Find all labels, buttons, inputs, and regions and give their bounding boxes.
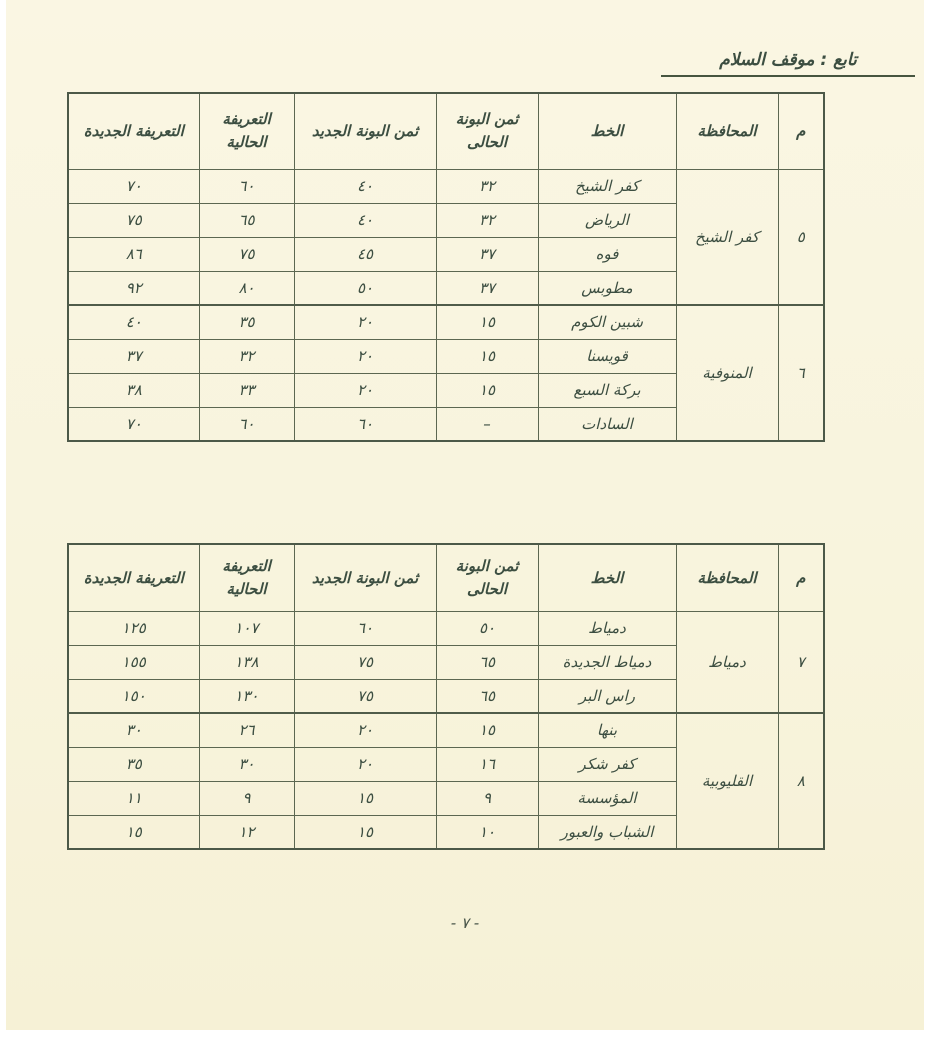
cell-tariff-current: ٢٦ xyxy=(199,713,294,747)
cell-tariff-new: ٩٢ xyxy=(68,271,199,305)
cell-tariff-new: ٧٠ xyxy=(68,169,199,203)
tariff-table-upper-grid xyxy=(67,92,825,442)
cell-line: كفر الشيخ xyxy=(538,169,676,203)
cell-bona-new: ٦٠ xyxy=(294,407,436,441)
cell-tariff-current: ٩ xyxy=(199,781,294,815)
cell-bona-current: ٣٧ xyxy=(436,271,538,305)
cell-line: قويسنا xyxy=(538,339,676,373)
col-header-line: الخط xyxy=(538,544,676,611)
col-header-governorate: المحافظة xyxy=(676,544,778,611)
cell-bona-new: ٢٠ xyxy=(294,747,436,781)
table-row xyxy=(68,713,824,747)
cell-bona-new: ٤٠ xyxy=(294,169,436,203)
cell-tariff-new: ٧٥ xyxy=(68,203,199,237)
cell-line: مطوبس xyxy=(538,271,676,305)
group-governorate: دمياط xyxy=(676,611,778,713)
table-row xyxy=(68,169,824,203)
col-header-bona-new: ثمن البونة الجديد xyxy=(294,93,436,169)
col-header-line: الخط xyxy=(538,93,676,169)
cell-bona-new: ٥٠ xyxy=(294,271,436,305)
cell-tariff-current: ١٣٨ xyxy=(199,645,294,679)
cell-bona-current: ١٠ xyxy=(436,815,538,849)
cell-bona-current: ١٥ xyxy=(436,305,538,339)
col-header-tariff-current xyxy=(199,544,294,611)
cell-line: السادات xyxy=(538,407,676,441)
cell-bona-new: ٧٥ xyxy=(294,679,436,713)
cell-bona-new: ٤٥ xyxy=(294,237,436,271)
col-header-tariff-current-line2: الحالية xyxy=(226,579,267,598)
cell-line: بنها xyxy=(538,713,676,747)
tariff-table-lower-grid xyxy=(67,543,825,850)
cell-tariff-current: ٣٢ xyxy=(199,339,294,373)
cell-bona-new: ٢٠ xyxy=(294,713,436,747)
col-header-tariff-new: التعريفة الجديدة xyxy=(68,544,199,611)
cell-bona-new: ٤٠ xyxy=(294,203,436,237)
cell-tariff-current: ٣٠ xyxy=(199,747,294,781)
col-header-tariff-current-line1: التعريفة xyxy=(222,556,271,575)
cell-tariff-current: ١٣٠ xyxy=(199,679,294,713)
group-num: ٨ xyxy=(778,713,824,849)
group-num: ٧ xyxy=(778,611,824,713)
cell-bona-new: ١٥ xyxy=(294,781,436,815)
cell-tariff-current: ٦٥ xyxy=(199,203,294,237)
group-governorate: كفر الشيخ xyxy=(676,169,778,305)
cell-tariff-current: ٧٥ xyxy=(199,237,294,271)
cell-bona-current: ٦٥ xyxy=(436,679,538,713)
cell-bona-current: ٩ xyxy=(436,781,538,815)
table-row xyxy=(68,611,824,645)
group-governorate: القليوبية xyxy=(676,713,778,849)
cell-bona-current: ٣٢ xyxy=(436,169,538,203)
cell-line: بركة السبع xyxy=(538,373,676,407)
page-title: تابع : موقف السلام xyxy=(661,50,915,77)
scanned-page xyxy=(6,0,924,1030)
cell-bona-new: ٢٠ xyxy=(294,305,436,339)
cell-tariff-current: ٣٥ xyxy=(199,305,294,339)
cell-bona-current: ١٥ xyxy=(436,339,538,373)
cell-bona-current: ١٥ xyxy=(436,373,538,407)
tariff-table-upper xyxy=(67,92,825,442)
group-governorate: المنوفية xyxy=(676,305,778,441)
cell-bona-new: ٧٥ xyxy=(294,645,436,679)
cell-line: راس البر xyxy=(538,679,676,713)
cell-bona-current: ٣٧ xyxy=(436,237,538,271)
cell-bona-new: ١٥ xyxy=(294,815,436,849)
cell-bona-current: ٣٢ xyxy=(436,203,538,237)
cell-tariff-current: ٦٠ xyxy=(199,407,294,441)
col-header-tariff-current xyxy=(199,93,294,169)
cell-tariff-new: ٣٥ xyxy=(68,747,199,781)
cell-tariff-current: ١٢ xyxy=(199,815,294,849)
col-header-bona-current xyxy=(436,544,538,611)
tariff-table-lower xyxy=(67,543,825,850)
cell-bona-current: – xyxy=(436,407,538,441)
cell-tariff-new: ٤٠ xyxy=(68,305,199,339)
cell-bona-current: ٦٥ xyxy=(436,645,538,679)
group-num: ٦ xyxy=(778,305,824,441)
col-header-tariff-current-line2: الحالية xyxy=(226,133,267,152)
col-header-tariff-current-line1: التعريفة xyxy=(222,110,271,128)
cell-bona-current: ١٥ xyxy=(436,713,538,747)
cell-bona-current: ٥٠ xyxy=(436,611,538,645)
cell-bona-new: ٢٠ xyxy=(294,339,436,373)
col-header-tariff-new: التعريفة الجديدة xyxy=(68,93,199,169)
cell-line: دمياط xyxy=(538,611,676,645)
col-header-num: م xyxy=(778,93,824,169)
cell-tariff-current: ١٠٧ xyxy=(199,611,294,645)
cell-tariff-new: ٣٧ xyxy=(68,339,199,373)
header-row xyxy=(68,544,824,611)
cell-line: المؤسسة xyxy=(538,781,676,815)
col-header-bona-current-line2: الحالى xyxy=(466,133,508,152)
cell-tariff-current: ٦٠ xyxy=(199,169,294,203)
cell-line: دمياط الجديدة xyxy=(538,645,676,679)
cell-line: الشباب والعبور xyxy=(538,815,676,849)
col-header-governorate: المحافظة xyxy=(676,93,778,169)
cell-bona-new: ٦٠ xyxy=(294,611,436,645)
col-header-num: م xyxy=(778,544,824,611)
col-header-bona-new: ثمن البونة الجديد xyxy=(294,544,436,611)
cell-tariff-new: ٣٠ xyxy=(68,713,199,747)
cell-tariff-current: ٣٣ xyxy=(199,373,294,407)
cell-tariff-new: ١٥٥ xyxy=(68,645,199,679)
cell-tariff-new: ٣٨ xyxy=(68,373,199,407)
cell-tariff-current: ٨٠ xyxy=(199,271,294,305)
cell-tariff-new: ١١ xyxy=(68,781,199,815)
cell-bona-current: ١٦ xyxy=(436,747,538,781)
table-row xyxy=(68,305,824,339)
col-header-bona-current-line2: الحالى xyxy=(466,579,508,598)
header-row xyxy=(68,93,824,169)
page-number: - ٧ - xyxy=(450,914,480,932)
cell-bona-new: ٢٠ xyxy=(294,373,436,407)
col-header-bona-current-line1: ثمن البونة xyxy=(455,556,519,575)
cell-line: فوه xyxy=(538,237,676,271)
cell-tariff-new: ١٢٥ xyxy=(68,611,199,645)
cell-tariff-new: ٧٠ xyxy=(68,407,199,441)
cell-tariff-new: ١٥ xyxy=(68,815,199,849)
cell-line: شبين الكوم xyxy=(538,305,676,339)
cell-tariff-new: ٨٦ xyxy=(68,237,199,271)
col-header-bona-current xyxy=(436,93,538,169)
cell-line: كفر شكر xyxy=(538,747,676,781)
group-num: ٥ xyxy=(778,169,824,305)
col-header-bona-current-line1: ثمن البونة xyxy=(455,110,519,128)
cell-tariff-new: ١٥٠ xyxy=(68,679,199,713)
cell-line: الرياض xyxy=(538,203,676,237)
